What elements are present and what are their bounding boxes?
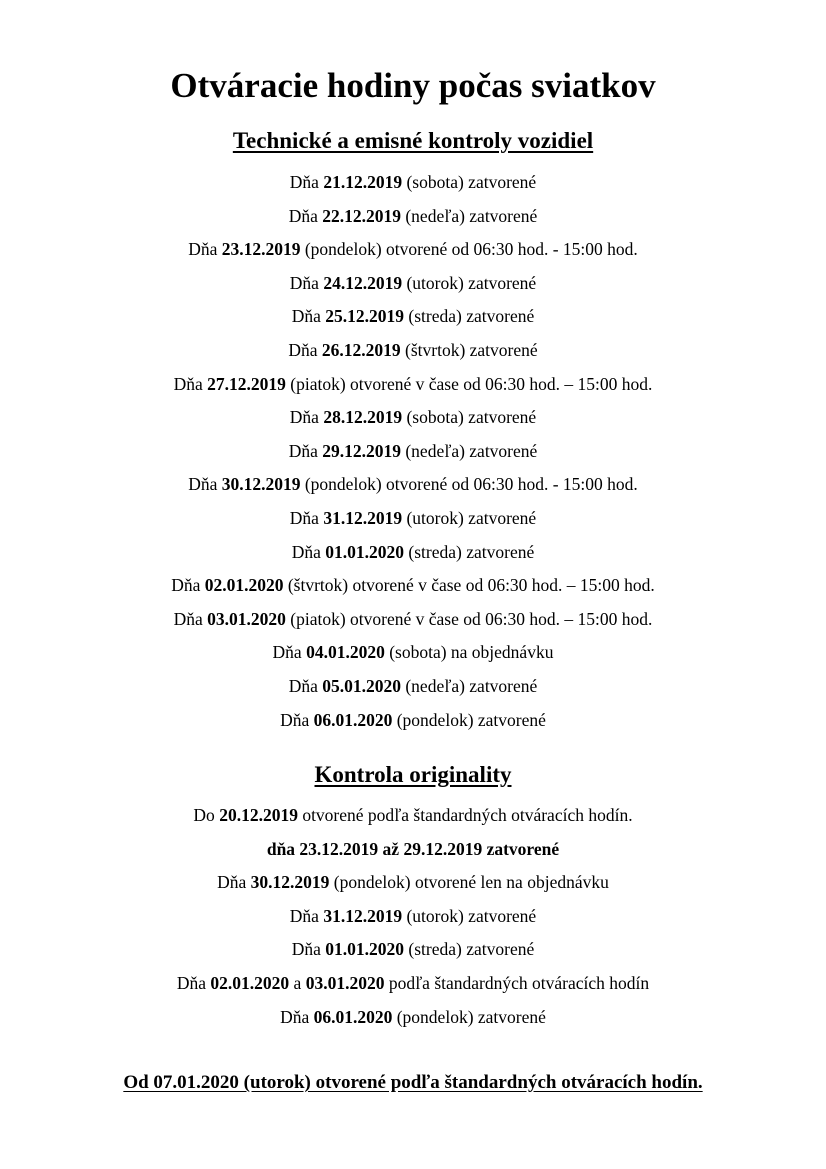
row-text: (pondelok) otvorené od 06:30 hod. - 15:00 hod. bbox=[300, 239, 638, 260]
row-text: podľa štandardných otváracích hodín bbox=[384, 972, 650, 993]
row-date: 06.01.2020 bbox=[313, 1006, 393, 1027]
row-text: (pondelok) otvorené len na objednávku bbox=[329, 872, 609, 893]
row-date: 22.12.2019 bbox=[322, 205, 401, 226]
row-text: (streda) zatvorené bbox=[404, 541, 535, 562]
row-date: 05.01.2020 bbox=[322, 675, 401, 696]
row-date: 06.01.2020 bbox=[313, 709, 393, 730]
row-date: 31.12.2019 bbox=[323, 507, 403, 528]
row-text: Dňa bbox=[291, 939, 326, 960]
row-text: (sobota) zatvorené bbox=[402, 172, 537, 192]
row-text: Dňa bbox=[288, 440, 323, 461]
schedule-row bbox=[0, 704, 826, 738]
schedule-row bbox=[0, 468, 826, 502]
row-date: 03.01.2020 bbox=[207, 608, 286, 629]
schedule-row bbox=[0, 569, 826, 603]
row-date: 24.12.2019 bbox=[323, 272, 403, 293]
row-date: 01.01.2020 bbox=[325, 541, 405, 562]
row-date: 26.12.2019 bbox=[321, 339, 401, 360]
row-text: Do bbox=[193, 805, 220, 825]
schedule-row bbox=[0, 435, 826, 469]
schedule-row bbox=[0, 334, 826, 368]
schedule-row bbox=[0, 166, 826, 200]
row-text: Dňa bbox=[272, 642, 307, 663]
row-text: Dňa bbox=[291, 306, 326, 327]
row-text: (sobota) na objednávku bbox=[384, 642, 554, 663]
section-heading-originality: Kontrola originality bbox=[314, 762, 512, 787]
row-text: (utorok) zatvorené bbox=[402, 272, 537, 293]
row-text: (nedeľa) zatvorené bbox=[400, 440, 538, 461]
schedule-row bbox=[0, 799, 826, 833]
row-text: (pondelok) zatvorené bbox=[392, 1006, 546, 1027]
row-date: 31.12.2019 bbox=[323, 905, 403, 926]
schedule-row bbox=[0, 933, 826, 967]
row-date: 30.12.2019 bbox=[250, 872, 330, 893]
row-text: Dňa bbox=[289, 407, 324, 428]
row-text: Dňa bbox=[171, 575, 205, 596]
row-text: (pondelok) otvorené od 06:30 hod. - 15:00 hod. bbox=[300, 474, 638, 495]
row-text: Dňa bbox=[280, 709, 314, 730]
row-text: Dňa bbox=[288, 205, 323, 226]
row-text: Dňa bbox=[289, 507, 324, 528]
row-text: Dňa bbox=[188, 239, 222, 260]
schedule-row bbox=[0, 833, 826, 867]
page-title: Otváracie hodiny počas sviatkov bbox=[170, 66, 656, 105]
row-text: (nedeľa) zatvorené bbox=[400, 205, 538, 226]
schedule-row bbox=[0, 368, 826, 402]
schedule-row bbox=[0, 900, 826, 934]
row-text: Dňa bbox=[291, 541, 326, 562]
schedule-row bbox=[0, 670, 826, 704]
row-text: (piatok) otvorené v čase od 06:30 hod. – 15:00 hod. bbox=[285, 608, 653, 629]
row-text: Dňa bbox=[288, 339, 322, 360]
row-text: otvorené podľa štandardných otváracích hodín. bbox=[297, 805, 633, 825]
schedule-row bbox=[0, 233, 826, 267]
row-date: 25.12.2019 bbox=[325, 306, 405, 327]
row-text: Dňa bbox=[289, 905, 324, 926]
row-date: dňa 23.12.2019 až 29.12.2019 zatvorené bbox=[266, 838, 560, 859]
schedule-row bbox=[0, 636, 826, 670]
row-text: (štvrtok) zatvorené bbox=[400, 339, 538, 360]
schedule-row bbox=[0, 866, 826, 900]
footer-note: Od 07.01.2020 (utorok) otvorené podľa štandardných otváracích hodín. bbox=[123, 1072, 703, 1093]
row-date: 20.12.2019 bbox=[219, 805, 298, 825]
row-text: (pondelok) zatvorené bbox=[392, 709, 546, 730]
row-date: 23.12.2019 bbox=[221, 239, 301, 260]
row-date: 03.01.2020 bbox=[305, 972, 385, 993]
schedule-row bbox=[0, 300, 826, 334]
row-text: Dňa bbox=[280, 1006, 314, 1027]
row-text: Dňa bbox=[173, 608, 208, 629]
row-text: (utorok) zatvorené bbox=[402, 507, 537, 528]
row-date: 02.01.2020 bbox=[204, 575, 284, 596]
schedule-row bbox=[0, 401, 826, 435]
schedule-list-technical bbox=[0, 166, 826, 737]
row-date: 27.12.2019 bbox=[207, 373, 286, 394]
row-text: Dňa bbox=[289, 172, 324, 192]
row-text: (nedeľa) zatvorené bbox=[400, 675, 538, 696]
row-date: 30.12.2019 bbox=[221, 474, 301, 495]
schedule-list-originality bbox=[0, 799, 826, 1034]
schedule-row bbox=[0, 200, 826, 234]
schedule-row bbox=[0, 1001, 826, 1035]
row-date: 04.01.2020 bbox=[306, 642, 385, 663]
schedule-row bbox=[0, 267, 826, 301]
row-text: (utorok) zatvorené bbox=[402, 905, 537, 926]
row-text: (štvrtok) otvorené v čase od 06:30 hod. – 15:00 hod. bbox=[283, 575, 655, 596]
row-text: (sobota) zatvorené bbox=[402, 407, 537, 428]
schedule-row bbox=[0, 536, 826, 570]
row-date: 01.01.2020 bbox=[325, 939, 405, 960]
schedule-row bbox=[0, 502, 826, 536]
schedule-row bbox=[0, 603, 826, 637]
row-date: 02.01.2020 bbox=[210, 972, 290, 993]
row-text: Dňa bbox=[173, 373, 208, 394]
section-heading-technical: Technické a emisné kontroly vozidiel bbox=[232, 128, 594, 153]
row-text: Dňa bbox=[288, 675, 323, 696]
row-date: 29.12.2019 bbox=[322, 440, 401, 461]
row-text: a bbox=[289, 972, 306, 993]
row-text: (piatok) otvorené v čase od 06:30 hod. – 15:00 hod. bbox=[285, 373, 653, 394]
row-text: Dňa bbox=[188, 474, 222, 495]
row-text: (streda) zatvorené bbox=[404, 306, 535, 327]
schedule-row bbox=[0, 967, 826, 1001]
row-text: Dňa bbox=[289, 272, 324, 293]
row-date: 21.12.2019 bbox=[323, 172, 403, 192]
row-text: Dňa bbox=[176, 972, 211, 993]
row-text: Dňa bbox=[217, 872, 251, 893]
row-text: (streda) zatvorené bbox=[404, 939, 535, 960]
row-date: 28.12.2019 bbox=[323, 407, 403, 428]
